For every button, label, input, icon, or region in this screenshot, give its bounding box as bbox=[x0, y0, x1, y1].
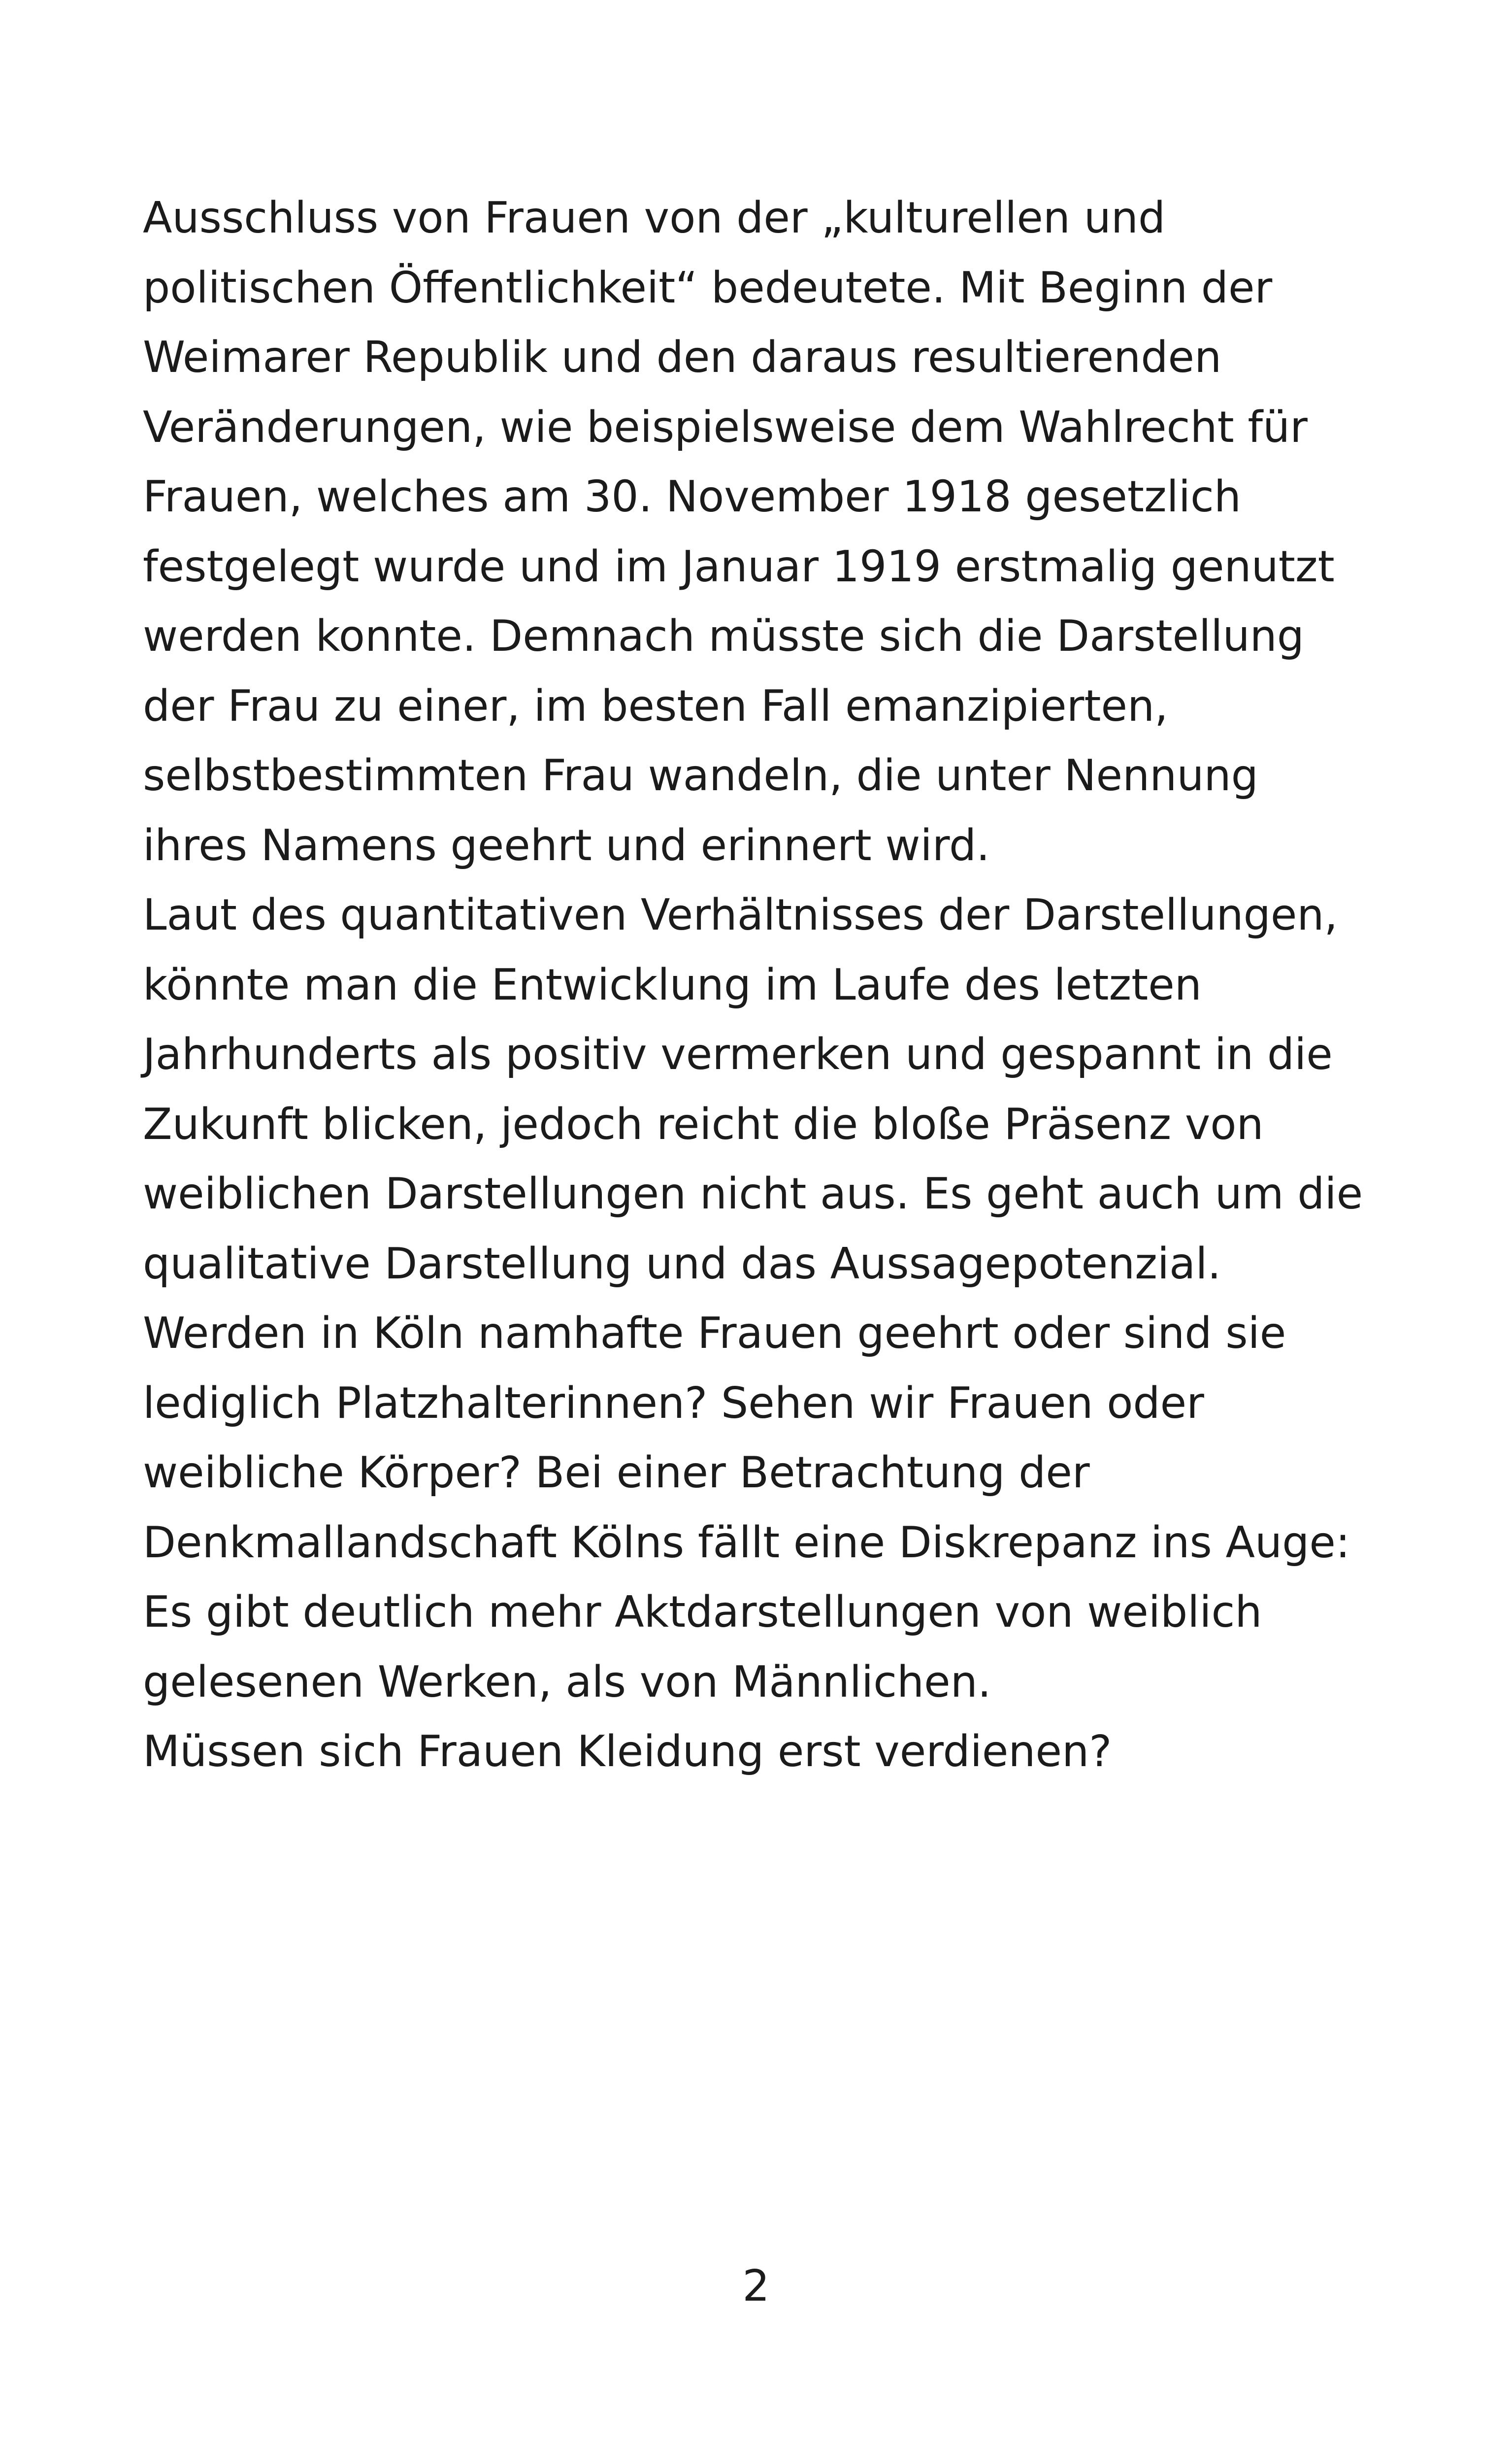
text-line: qualitative Darstellung und das Aussagepotenzial. bbox=[143, 1238, 1221, 1289]
text-line: Ausschluss von Frauen von der „kulturellen und bbox=[143, 193, 1166, 243]
text-line: Jahrhunderts als positiv vermerken und gespannt in die bbox=[143, 1029, 1333, 1079]
body-text bbox=[143, 183, 1404, 1787]
text-line: gelesenen Werken, als von Männlichen. bbox=[143, 1656, 991, 1707]
text-line: der Frau zu einer, im besten Fall emanzipierten, bbox=[143, 680, 1168, 731]
text-line: weiblichen Darstellungen nicht aus. Es geht auch um die bbox=[143, 1169, 1363, 1219]
text-line: Müssen sich Frauen Kleidung erst verdienen? bbox=[143, 1726, 1112, 1776]
text-line: Zukunft blicken, jedoch reicht die bloße Präsenz von bbox=[143, 1099, 1264, 1149]
text-line: könnte man die Entwicklung im Laufe des letzten bbox=[143, 959, 1202, 1010]
text-line: Es gibt deutlich mehr Aktdarstellungen von weiblich bbox=[143, 1587, 1262, 1637]
text-line: Laut des quantitativen Verhältnisses der Darstellungen, bbox=[143, 890, 1338, 940]
text-line: selbstbestimmten Frau wandeln, die unter Nennung bbox=[143, 750, 1258, 801]
text-line: Weimarer Republik und den daraus resultierenden bbox=[143, 332, 1222, 382]
text-line: werden konnte. Demnach müsste sich die Darstellung bbox=[143, 611, 1304, 661]
text-line: Denkmallandschaft Kölns fällt eine Diskrepanz ins Auge: bbox=[143, 1517, 1350, 1568]
text-line: lediglich Platzhalterinnen? Sehen wir Frauen oder bbox=[143, 1377, 1204, 1428]
text-line: weibliche Körper? Bei einer Betrachtung der bbox=[143, 1447, 1090, 1498]
text-line: Frauen, welches am 30. November 1918 gesetzlich bbox=[143, 471, 1241, 522]
page-number: 2 bbox=[742, 2261, 770, 2311]
text-line: festgelegt wurde und im Januar 1919 erstmalig genutzt bbox=[143, 541, 1335, 592]
text-line: politischen Öffentlichkeit“ bedeutete. Mit Beginn der bbox=[143, 262, 1273, 313]
text-line: Werden in Köln namhafte Frauen geehrt oder sind sie bbox=[143, 1308, 1286, 1358]
text-line: ihres Namens geehrt und erinnert wird. bbox=[143, 820, 990, 871]
text-line: Veränderungen, wie beispielsweise dem Wahlrecht für bbox=[143, 402, 1308, 452]
